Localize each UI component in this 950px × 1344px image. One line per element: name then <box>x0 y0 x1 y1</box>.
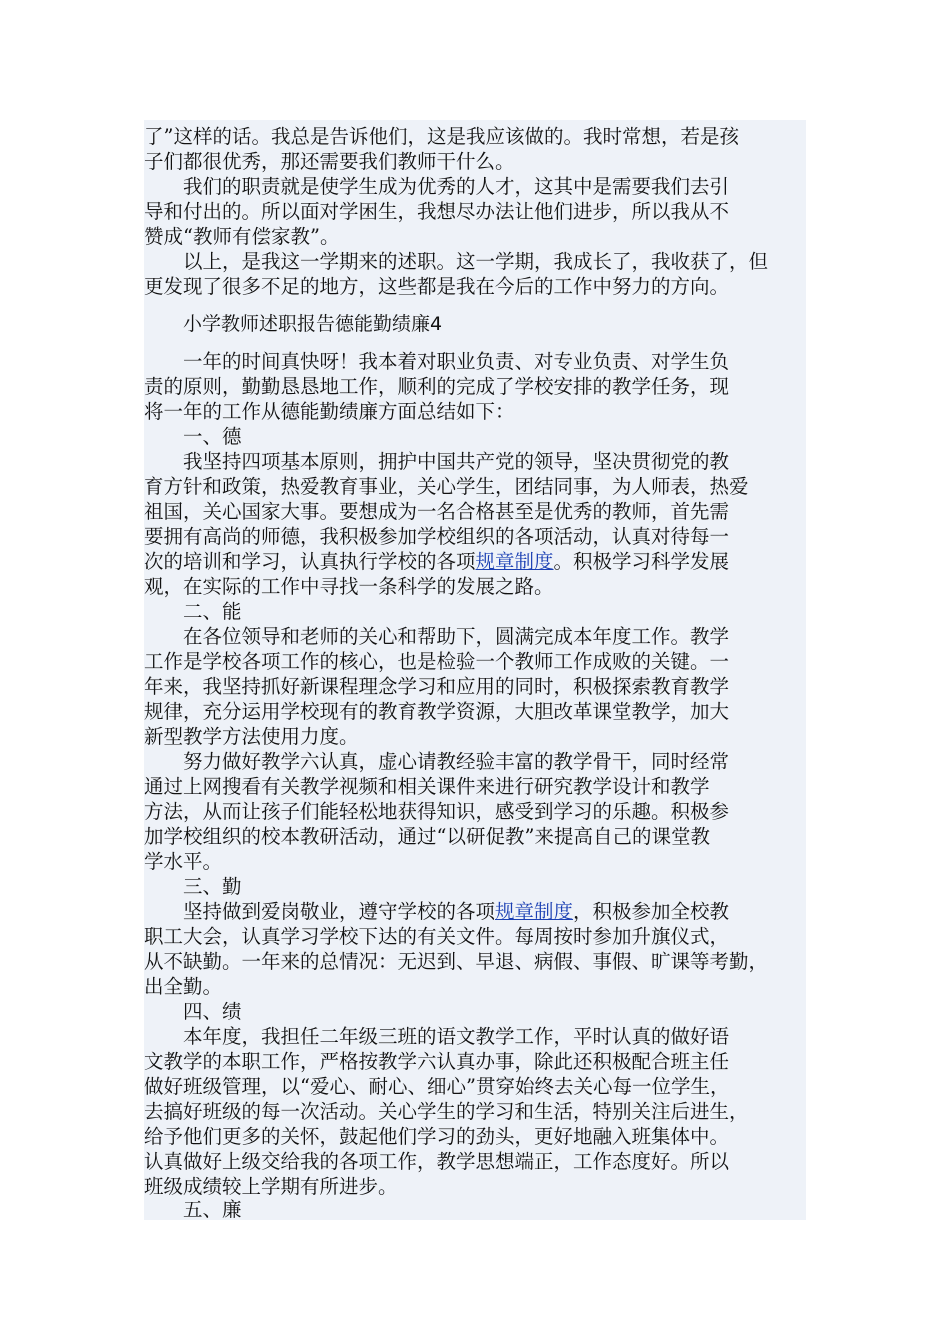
text-line: 以上，是我这一学期来的述职。这一学期，我成长了，我收获了，但 <box>183 250 769 273</box>
text-line: 出全勤。 <box>144 975 223 998</box>
text-line: 做好班级管理，以“爱心、耐心、细心”贯穿始终去关心每一位学生， <box>144 1075 730 1098</box>
text-line: 我坚持四项基本原则，拥护中国共产党的领导，坚决贯彻党的教 <box>183 450 730 473</box>
text-line: 一年的时间真快呀！我本着对职业负责、对专业负责、对学生负 <box>183 350 730 373</box>
text-line: 给予他们更多的关怀，鼓起他们学习的劲头，更好地融入班集体中。 <box>144 1125 730 1148</box>
section-title: 小学教师述职报告德能勤绩廉4 <box>183 313 443 335</box>
subheading-ji: 四、绩 <box>183 1000 242 1023</box>
text-line: 观，在实际的工作中寻找一条科学的发展之路。 <box>144 575 554 598</box>
text-line-with-link <box>183 899 729 924</box>
subheading-qin: 三、勤 <box>183 875 242 898</box>
text-line: 了”这样的话。我总是告诉他们，这是我应该做的。我时常想，若是孩 <box>144 125 739 148</box>
rules-link[interactable]: 规章制度 <box>475 550 554 573</box>
text-line: 加学校组织的校本教研活动，通过“以研促教”来提高自己的课堂教 <box>144 825 710 848</box>
text-line: 工作是学校各项工作的核心，也是检验一个教师工作成败的关键。一 <box>144 650 730 673</box>
rules-link[interactable]: 规章制度 <box>495 900 574 923</box>
text-segment: 次的培训和学习，认真执行学校的各项 <box>144 550 476 573</box>
text-line: 文教学的本职工作，严格按教学六认真办事，除此还积极配合班主任 <box>144 1050 730 1073</box>
text-line: 将一年的工作从德能勤绩廉方面总结如下： <box>144 400 515 423</box>
text-line: 认真做好上级交给我的各项工作，教学思想端正，工作态度好。所以 <box>144 1150 730 1173</box>
text-line-with-link <box>144 549 729 574</box>
text-line: 方法，从而让孩子们能轻松地获得知识，感受到学习的乐趣。积极参 <box>144 800 730 823</box>
text-line: 更发现了很多不足的地方，这些都是我在今后的工作中努力的方向。 <box>144 275 730 298</box>
text-segment: ，积极参加全校教 <box>573 900 730 923</box>
text-line: 我们的职责就是使学生成为优秀的人才，这其中是需要我们去引 <box>183 175 730 198</box>
text-line: 子们都很优秀，那还需要我们教师干什么。 <box>144 150 515 173</box>
text-line: 要拥有高尚的师德，我积极参加学校组织的各项活动，认真对待每一 <box>144 525 730 548</box>
text-segment: 。积极学习科学发展 <box>553 550 730 573</box>
subheading-neng: 二、能 <box>183 600 242 623</box>
text-line: 职工大会，认真学习学校下达的有关文件。每周按时参加升旗仪式， <box>144 925 730 948</box>
text-line: 导和付出的。所以面对学困生，我想尽办法让他们进步，所以我从不 <box>144 200 730 223</box>
text-line: 赞成“教师有偿家教”。 <box>144 225 340 248</box>
text-line: 责的原则，勤勤恳恳地工作，顺利的完成了学校安排的教学任务，现 <box>144 375 730 398</box>
text-line: 年来，我坚持抓好新课程理念学习和应用的同时，积极探索教育教学 <box>144 675 730 698</box>
document-page <box>144 120 806 1220</box>
text-line: 学水平。 <box>144 850 223 873</box>
subheading-de: 一、德 <box>183 425 242 448</box>
text-line: 在各位领导和老师的关心和帮助下，圆满完成本年度工作。教学 <box>183 625 730 648</box>
text-line: 祖国，关心国家大事。要想成为一名合格甚至是优秀的教师，首先需 <box>144 500 730 523</box>
subheading-lian: 五、廉 <box>183 1198 242 1221</box>
text-line: 育方针和政策，热爱教育事业，关心学生，团结同事，为人师表，热爱 <box>144 475 749 498</box>
text-line: 努力做好教学六认真，虚心请教经验丰富的教学骨干，同时经常 <box>183 750 730 773</box>
text-line: 新型教学方法使用力度。 <box>144 725 359 748</box>
text-line: 从不缺勤。一年来的总情况：无迟到、早退、病假、事假、旷课等考勤， <box>144 950 769 973</box>
text-line: 去搞好班级的每一次活动。关心学生的学习和生活，特别关注后进生， <box>144 1100 749 1123</box>
text-line: 规律，充分运用学校现有的教育教学资源，大胆改革课堂教学，加大 <box>144 700 730 723</box>
text-segment: 坚持做到爱岗敬业，遵守学校的各项 <box>183 900 496 923</box>
text-line: 班级成绩较上学期有所进步。 <box>144 1175 398 1198</box>
text-line: 本年度，我担任二年级三班的语文教学工作，平时认真的做好语 <box>183 1025 730 1048</box>
text-line: 通过上网搜看有关教学视频和相关课件来进行研究教学设计和教学 <box>144 775 710 798</box>
